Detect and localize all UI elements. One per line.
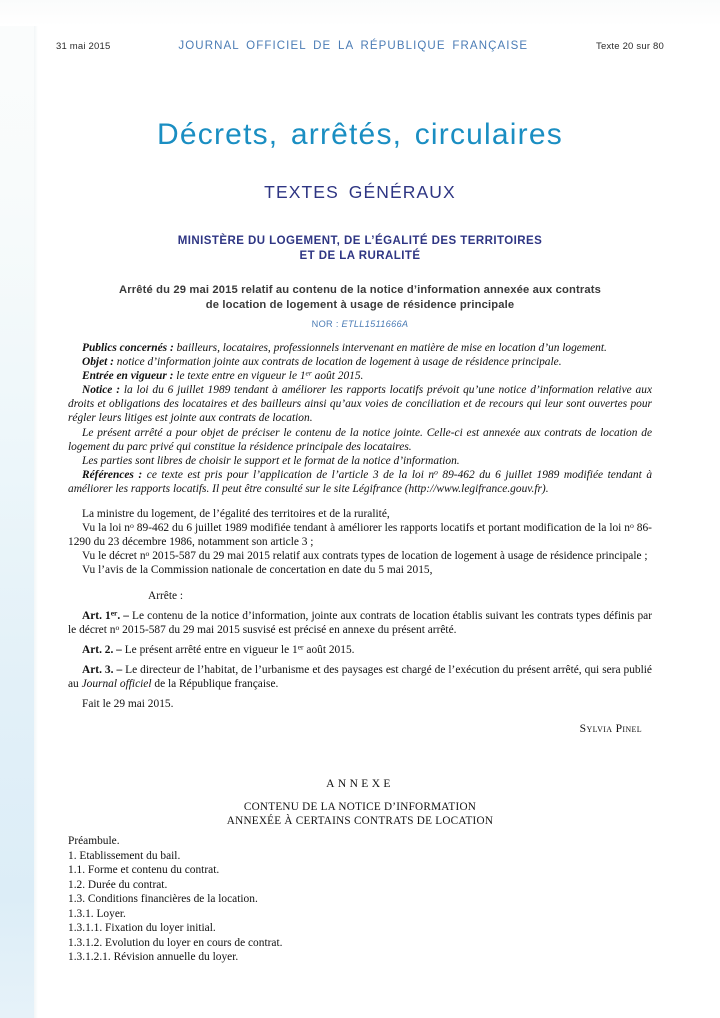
annexe-table-of-contents xyxy=(68,834,628,965)
toc-item: Préambule. xyxy=(68,835,120,847)
paragraph-publics-concernes xyxy=(68,341,652,355)
spacer-before-signature xyxy=(68,711,652,722)
article-2-label: Art. 2. – xyxy=(82,643,122,656)
references-text-b: 89-462 du 6 juillet 1989 modifiée tendant à améliorer les rapports locatifs. Il peut être consulté sur le site Légifrance (http://www.legifrance.gouv.fr). xyxy=(68,468,653,495)
references-label: Références : xyxy=(82,468,143,481)
vu1-text-c: 86-1290 du 23 décembre 1986, notamment son article 3 ; xyxy=(68,522,652,549)
annexe-subtitle-line-2: ANNEXÉE À CERTAINS CONTRATS DE LOCATION xyxy=(226,814,494,827)
nor-label: NOR : xyxy=(311,319,339,329)
article-2-text-a: Le présent arrêté entre en vigueur le 1 xyxy=(121,643,298,656)
paragraph-vu-decret-2015-587 xyxy=(68,549,652,563)
vu2-ordinal: o xyxy=(145,549,150,559)
section-title: TEXTES GÉNÉRAUX xyxy=(264,182,456,202)
vu1-ordinal-2: o xyxy=(629,520,634,530)
article-1-ordinal: er xyxy=(110,608,118,618)
toc-item: 1. Etablissement du bail. xyxy=(68,849,181,862)
toc-item: 1.2. Durée du contrat. xyxy=(68,878,168,891)
signature-date: Fait le 29 mai 2015. xyxy=(82,698,174,711)
paragraph-minister: La ministre du logement, de l’égalité des territoires et de la ruralité, xyxy=(82,508,390,521)
publics-text: bailleurs, locataires, professionnels intervenant en matière de mise en location d’un logement. xyxy=(173,342,607,354)
references-ordinal: o xyxy=(434,467,438,477)
article-2-text-b: août 2015. xyxy=(303,643,355,656)
ministry-line-1: MINISTÈRE DU LOGEMENT, DE L’ÉGALITÉ DES TERRITOIRES xyxy=(177,235,543,247)
article-1-text-b: 2015-587 du 29 mai 2015 susvisé est précisé en annexe du présent arrêté. xyxy=(119,623,457,636)
article-1 xyxy=(68,609,652,637)
toc-item: 1.3. Conditions financières de la location. xyxy=(68,893,258,905)
running-head xyxy=(56,40,664,56)
decree-title-line-1: Arrêté du 29 mai 2015 relatif au contenu de la notice d’information annexée aux contrats xyxy=(119,284,601,296)
paragraph-references xyxy=(68,468,652,496)
article-3-journal-officiel: Journal officiel xyxy=(81,677,152,690)
article-1-label: Art. 1 xyxy=(82,609,111,622)
entree-text-a: le texte entre en vigueur le 1 xyxy=(173,370,306,383)
annexe-subtitle-line-1: CONTENU DE LA NOTICE D’INFORMATION xyxy=(243,801,477,813)
notice-label: Notice : xyxy=(82,384,120,397)
nor-line xyxy=(0,319,720,329)
nor-value: ETLL1511666A xyxy=(341,319,409,329)
ministry-heading xyxy=(60,234,660,264)
text-number: Texte 20 sur 80 xyxy=(596,41,664,52)
notice-text: la loi du 6 juillet 1989 tendant à améliorer les rapports locatifs prévoit qu’une notice d’information relative aux droits et obligations des locataires et des bailleurs ainsi qu’aux voies de conciliation et de recours qui leur sont ouvertes pour régler leurs litiges est jointe aux contrats de location. xyxy=(68,384,652,425)
paragraph-vu-loi-89-462 xyxy=(68,521,652,549)
vu1-text-a: Vu la loi n xyxy=(82,522,130,535)
vu1-ordinal-1: o xyxy=(130,520,134,530)
arrete-keyword: Arrête : xyxy=(148,589,184,602)
publics-label: Publics concernés : xyxy=(82,342,174,354)
article-1-text-a: Le contenu de la notice d’information, jointe aux contrats de location établis suivant les contrats types définis par le décret n xyxy=(68,609,653,636)
objet-label: Objet : xyxy=(82,356,114,369)
document-body xyxy=(68,341,652,736)
entree-ordinal: er xyxy=(305,368,312,378)
spacer-before-arrete xyxy=(68,578,652,589)
paragraph-entree-en-vigueur xyxy=(68,369,652,383)
toc-item: 1.1. Forme et contenu du contrat. xyxy=(68,864,220,876)
journal-name: JOURNAL OFFICIEL DE LA RÉPUBLIQUE FRANÇAISE xyxy=(178,40,529,52)
article-2 xyxy=(68,643,652,657)
annexe-heading: ANNEXE xyxy=(326,778,394,790)
decree-title-line-2: de location de logement à usage de résidence principale xyxy=(205,298,515,311)
toc-item: 1.3.1.1. Fixation du loyer initial. xyxy=(68,922,216,934)
article-3-text-a: Le directeur de l’habitat, de l’urbanisme et des paysages est chargé de l’exécution du présent arrêté, qui sera publié au xyxy=(68,663,652,690)
paragraph-objet xyxy=(68,355,652,369)
vu2-text-b: 2015-587 du 29 mai 2015 relatif aux contrats types de location de logement à usage de résidence principale ; xyxy=(149,550,648,563)
toc-item: 1.3.1.2. Evolution du loyer en cours de contrat. xyxy=(68,936,283,949)
signatory-name: Sylvia Pinel xyxy=(579,722,642,736)
entree-text-b: août 2015. xyxy=(311,370,364,383)
paragraph-notice xyxy=(68,383,652,425)
ministry-line-2: ET DE LA RURALITÉ xyxy=(299,250,421,262)
article-2-ordinal: er xyxy=(297,642,304,652)
article-1-label-end: . – xyxy=(117,609,129,622)
entree-label: Entrée en vigueur : xyxy=(82,370,174,383)
annexe-subtitle xyxy=(60,801,660,828)
objet-text: notice d’information jointe aux contrats de location de logement à usage de résidence principale. xyxy=(113,356,562,369)
paragraph-vu-avis-commission: Vu l’avis de la Commission nationale de concertation en date du 5 mai 2015, xyxy=(82,564,433,577)
article-3 xyxy=(68,663,652,691)
article-3-label: Art. 3. – xyxy=(82,663,123,676)
toc-item: 1.3.1.2.1. Révision annuelle du loyer. xyxy=(68,951,239,963)
publication-date: 31 mai 2015 xyxy=(56,41,111,52)
vu2-text-a: Vu le décret n xyxy=(82,550,146,563)
toc-item: 1.3.1. Loyer. xyxy=(68,907,126,920)
references-text-a: ce texte est pris pour l’application de l’article 3 de la loi n xyxy=(142,468,435,481)
decree-title xyxy=(64,283,656,312)
article-1-ordinal-2: o xyxy=(115,622,120,632)
paragraph-objet-arrete: Le présent arrêté a pour objet de préciser le contenu de la notice jointe. Celle-ci est annexée aux contrats de location de logement du parc privé qui constitue la résidence principale des locataires. xyxy=(68,426,652,453)
spacer-after-summary xyxy=(68,496,652,507)
page-title: Décrets, arrêtés, circulaires xyxy=(157,118,563,151)
paragraph-parties-libres: Les parties sont libres de choisir le support et le format de la notice d’information. xyxy=(82,454,460,467)
article-3-text-b: de la République française. xyxy=(151,677,279,690)
vu1-text-b: 89-462 du 6 juillet 1989 modifiée tendant à améliorer les rapports locatifs et portant modification de la loi n xyxy=(133,522,630,535)
